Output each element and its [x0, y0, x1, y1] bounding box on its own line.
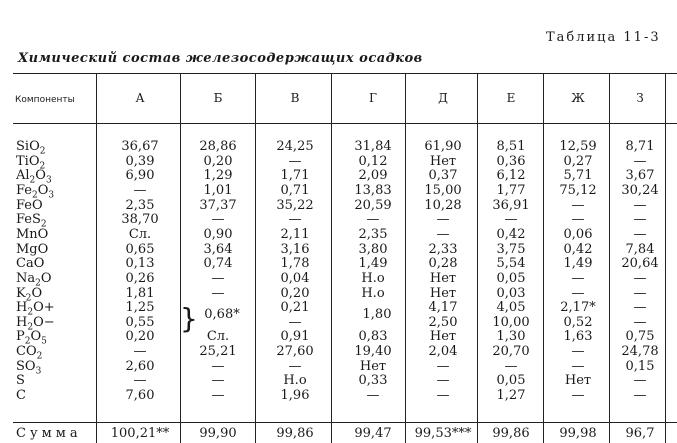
table-cell: 2,60	[125, 358, 155, 374]
table-cell: 0,06	[563, 226, 593, 242]
table-cell: —	[436, 388, 450, 404]
table-cell: 1,30	[496, 329, 526, 345]
table-cell: 1,77	[496, 182, 526, 198]
table-cell: 0,39	[125, 153, 155, 169]
table-cell: 75,12	[559, 182, 597, 198]
table-cell: 3,16	[280, 241, 310, 257]
table-cell: 0,21	[280, 300, 310, 316]
table-cell: 0,37	[428, 168, 458, 184]
table-cell: —	[633, 388, 647, 404]
table-cell: 0,36	[496, 153, 526, 169]
table-cell: 8,51	[496, 139, 526, 154]
component-label: $CO_2$	[16, 344, 43, 362]
merged-water-cell: 0,68*	[204, 307, 240, 323]
sum-cell: 99,98	[559, 426, 597, 441]
table-cell: —	[211, 212, 225, 228]
component-label: MnO	[16, 226, 49, 242]
table-cell: 2,11	[280, 226, 310, 242]
table-cell: —	[633, 270, 647, 286]
table-cell: —	[133, 373, 147, 389]
table-cell: —	[436, 212, 450, 228]
table-cell: 24,25	[276, 139, 314, 154]
table-cell: 0,83	[358, 329, 388, 345]
component-label: C	[16, 388, 26, 404]
header-column: Г	[369, 91, 377, 105]
component-label: $Na_2O$	[16, 270, 52, 289]
table-cell: —	[571, 358, 585, 374]
header-column: В	[290, 91, 300, 105]
table-cell: 1,96	[280, 388, 310, 404]
table-cell: 12,59	[559, 139, 597, 154]
column-divider	[331, 74, 332, 443]
column-divider	[255, 74, 256, 443]
table-cell: 0,20	[280, 285, 310, 301]
table-cell: 4,05	[496, 300, 526, 316]
table-cell: —	[633, 285, 647, 301]
column-divider	[180, 74, 181, 443]
table-cell: 0,52	[563, 314, 593, 330]
table-cell: 0,05	[496, 373, 526, 389]
table-cell: —	[436, 358, 450, 374]
component-label: FeO	[16, 197, 43, 213]
brace-mark: }	[180, 302, 198, 335]
table-cell: 1,01	[203, 182, 233, 198]
table-cell: 20,64	[621, 256, 659, 272]
table-cell: —	[571, 344, 585, 360]
table-cell: Нет	[359, 358, 387, 374]
table-cell: 0,71	[280, 182, 310, 198]
table-cell: —	[633, 373, 647, 389]
sum-label: Сумма	[16, 426, 82, 441]
column-divider	[96, 74, 97, 443]
header-column: З	[636, 91, 644, 105]
table-cell: 0,74	[203, 256, 233, 272]
table-cell: 1,71	[280, 168, 310, 184]
table-cell: 13,83	[354, 182, 392, 198]
table-cell: —	[633, 212, 647, 228]
table-cell: —	[211, 270, 225, 286]
table-cell: —	[633, 197, 647, 213]
table-cell: 1,81	[125, 285, 155, 301]
table-cell: 2,35	[358, 226, 388, 242]
table-cell: —	[571, 388, 585, 404]
table-cell: 25,21	[199, 344, 237, 360]
sum-cell: 99,86	[276, 426, 314, 441]
table-cell: —	[288, 314, 302, 330]
top-rule	[13, 73, 677, 74]
component-label: S	[16, 373, 25, 389]
table-cell: 20,59	[354, 197, 392, 213]
sum-cell: 99,86	[492, 426, 530, 441]
header-column: Д	[438, 91, 448, 105]
table-cell: Н.о	[361, 285, 385, 301]
table-cell: 37,37	[199, 197, 237, 213]
table-cell: —	[571, 197, 585, 213]
table-cell: —	[633, 226, 647, 242]
merged-water-cell: 1,80	[362, 307, 392, 323]
sum-cell: 99,90	[199, 426, 237, 441]
table-cell: 1,27	[496, 388, 526, 404]
table-cell: 6,90	[125, 168, 155, 184]
table-cell: 35,22	[276, 197, 314, 213]
component-label: $P_2O_5$	[16, 329, 47, 348]
header-column: Б	[213, 91, 223, 105]
table-cell: —	[571, 270, 585, 286]
table-cell: 3,80	[358, 241, 388, 257]
table-cell: —	[133, 182, 147, 198]
table-cell: —	[571, 212, 585, 228]
table-cell: Нет	[429, 153, 457, 169]
table-cell: 15,00	[424, 182, 462, 198]
component-label: SiO$_2$	[16, 139, 46, 157]
table-cell: 31,84	[354, 139, 392, 154]
sum-cell: 96,7	[625, 426, 655, 441]
table-title: Химический состав железосодержащих осадков	[18, 51, 423, 66]
table-cell: —	[633, 153, 647, 169]
table-cell: 30,24	[621, 182, 659, 198]
sum-cell: 100,21**	[110, 426, 170, 441]
table-cell: 2,50	[428, 314, 458, 330]
sum-rule	[13, 422, 677, 423]
table-cell: 1,49	[563, 256, 593, 272]
table-cell: 24,78	[621, 344, 659, 360]
table-cell: 1,25	[125, 300, 155, 316]
table-cell: 0,12	[358, 153, 388, 169]
table-cell: —	[504, 358, 518, 374]
header-rule	[13, 123, 677, 124]
table-cell: Нет	[429, 285, 457, 301]
table-cell: —	[211, 373, 225, 389]
table-cell: Нет	[429, 270, 457, 286]
table-cell: —	[211, 388, 225, 404]
table-cell: —	[288, 153, 302, 169]
table-cell: 2,35	[125, 197, 155, 213]
table-cell: 0,91	[280, 329, 310, 345]
table-cell: 1,78	[280, 256, 310, 272]
table-cell: 0,75	[625, 329, 655, 345]
table-cell: 0,05	[496, 270, 526, 286]
header-column: Е	[506, 91, 516, 105]
table-cell: 20,70	[492, 344, 530, 360]
component-label: $H_2O-$	[16, 314, 55, 333]
table-cell: 0,15	[625, 358, 655, 374]
table-cell: 5,71	[563, 168, 593, 184]
table-cell: 0,26	[125, 270, 155, 286]
sum-cell: 99,53***	[414, 426, 472, 441]
table-cell: 36,67	[121, 139, 159, 154]
header-column: А	[135, 91, 145, 105]
table-cell: 0,27	[563, 153, 593, 169]
component-label: $H_2O+$	[16, 300, 55, 318]
table-cell: 0,20	[125, 329, 155, 345]
table-cell: —	[436, 226, 450, 242]
table-cell: 0,90	[203, 226, 233, 242]
table-cell: Нет	[564, 373, 592, 389]
table-cell: 0,42	[496, 226, 526, 242]
table-cell: 19,40	[354, 344, 392, 360]
table-cell: 8,71	[625, 139, 655, 154]
component-label: $Fe_2O_3$	[16, 182, 55, 201]
header-components: Компоненты	[15, 95, 75, 105]
table-cell: Сл.	[128, 226, 152, 242]
header-column: Ж	[571, 91, 585, 105]
table-cell: 0,65	[125, 241, 155, 257]
table-cell: 7,84	[625, 241, 655, 257]
component-label: $Al_2O_3$	[16, 168, 52, 186]
table-cell: —	[288, 358, 302, 374]
table-cell: 1,49	[358, 256, 388, 272]
table-cell: 61,90	[424, 139, 462, 154]
table-cell: —	[133, 344, 147, 360]
table-cell: —	[366, 388, 380, 404]
table-cell: 0,28	[428, 256, 458, 272]
table-cell: 0,04	[280, 270, 310, 286]
table-cell: Н.о	[361, 270, 385, 286]
table-number-label: Таблица 11-3	[546, 30, 661, 45]
table-cell: 6,12	[496, 168, 526, 184]
component-label: $K_2O$	[16, 285, 43, 304]
table-cell: 0,55	[125, 314, 155, 330]
table-cell: 2,17*	[560, 300, 596, 316]
table-cell: 3,75	[496, 241, 526, 257]
table-cell: 36,91	[492, 197, 530, 213]
component-label: $SO_3$	[16, 358, 42, 377]
table-cell: 0,13	[125, 256, 155, 272]
table-cell: —	[211, 358, 225, 374]
table-cell: 0,03	[496, 285, 526, 301]
table-cell: 4,17	[428, 300, 458, 316]
table-cell: Нет	[429, 329, 457, 345]
component-label: FeS$_2$	[16, 212, 47, 230]
table-cell: —	[211, 285, 225, 301]
table-cell: 2,33	[428, 241, 458, 257]
table-cell: 38,70	[121, 212, 159, 228]
component-label: CaO	[16, 256, 45, 272]
table-cell: 3,67	[625, 168, 655, 184]
table-cell: —	[366, 212, 380, 228]
table-cell: Сл.	[206, 329, 230, 345]
table-cell: 2,09	[358, 168, 388, 184]
table-cell: —	[633, 314, 647, 330]
table-cell: 0,20	[203, 153, 233, 169]
table-cell: 27,60	[276, 344, 314, 360]
sum-cell: 99,47	[354, 426, 392, 441]
table-cell: 28,86	[199, 139, 237, 154]
table-cell: —	[633, 300, 647, 316]
table-cell: 10,00	[492, 314, 530, 330]
table-cell: 2,04	[428, 344, 458, 360]
table-cell: —	[504, 212, 518, 228]
table-cell: 10,28	[424, 197, 462, 213]
table-cell: Н.о	[283, 373, 307, 389]
component-label: TiO$_2$	[16, 153, 46, 172]
table-cell: 1,63	[563, 329, 593, 345]
table-cell: 5,54	[496, 256, 526, 272]
table-cell: —	[288, 212, 302, 228]
component-label: MgO	[16, 241, 49, 257]
table-cell: 0,33	[358, 373, 388, 389]
table-cell: 7,60	[125, 388, 155, 404]
table-cell: 0,42	[563, 241, 593, 257]
table-cell: —	[436, 373, 450, 389]
table-cell: 3,64	[203, 241, 233, 257]
table-cell: 1,29	[203, 168, 233, 184]
table-cell: —	[571, 285, 585, 301]
